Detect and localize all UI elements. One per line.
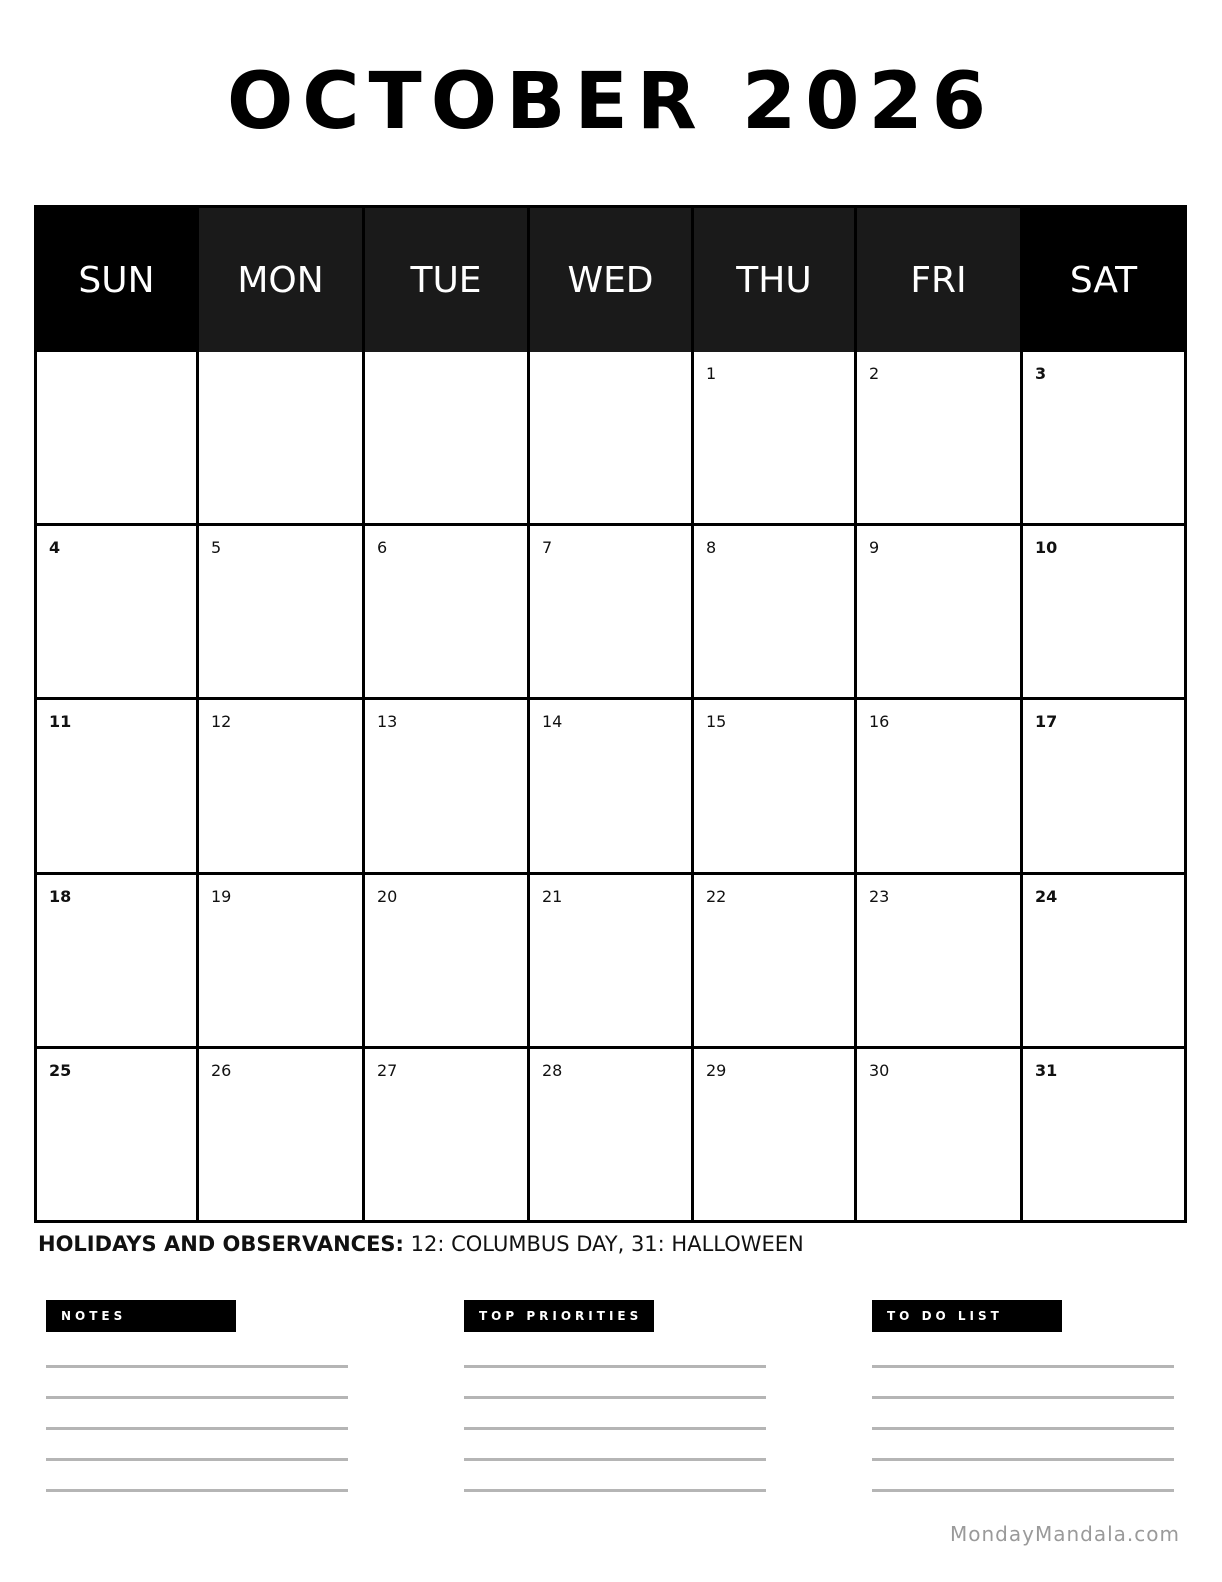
day-number: 1: [706, 364, 717, 383]
weekday-header-row: [37, 208, 1184, 352]
weekday-header-tue: TUE: [365, 208, 530, 352]
day-number: 24: [1035, 886, 1058, 906]
day-number: 28: [542, 1060, 563, 1080]
writing-line[interactable]: [46, 1489, 348, 1492]
day-cell[interactable]: [199, 700, 365, 871]
day-cell[interactable]: [199, 526, 365, 697]
writing-line[interactable]: [46, 1427, 348, 1430]
day-number: 12: [211, 712, 232, 732]
day-cell[interactable]: [530, 1049, 694, 1220]
day-cell[interactable]: [857, 352, 1023, 523]
week-row: [37, 697, 1184, 871]
day-cell[interactable]: [37, 700, 199, 871]
notes-heading: NOTES: [46, 1300, 236, 1332]
day-number: 16: [869, 712, 890, 732]
day-number: 29: [706, 1060, 727, 1080]
weekday-header-sat: SAT: [1023, 208, 1184, 352]
day-cell[interactable]: [37, 1049, 199, 1220]
day-cell[interactable]: [1023, 1049, 1184, 1220]
site-watermark: MondayMandala.com: [950, 1522, 1180, 1546]
day-cell[interactable]: [199, 1049, 365, 1220]
day-cell[interactable]: [199, 352, 365, 523]
week-row: [37, 352, 1184, 523]
day-cell[interactable]: [1023, 352, 1184, 523]
weekday-header-fri: FRI: [857, 208, 1023, 352]
day-cell[interactable]: [694, 1049, 857, 1220]
writing-line[interactable]: [46, 1396, 348, 1399]
writing-line[interactable]: [46, 1458, 348, 1461]
week-row: [37, 523, 1184, 697]
writing-line[interactable]: [464, 1489, 766, 1492]
calendar-grid: [34, 205, 1187, 1223]
day-cell[interactable]: [365, 526, 530, 697]
day-number: 5: [211, 538, 222, 558]
day-number: 25: [49, 1060, 72, 1080]
to-do-list-section: [872, 1300, 1174, 1520]
day-cell[interactable]: [365, 875, 530, 1046]
day-number: 20: [377, 886, 398, 906]
day-cell[interactable]: [365, 700, 530, 871]
notes-section: [46, 1300, 348, 1520]
day-number: 2: [869, 364, 880, 383]
day-number: 7: [542, 538, 553, 558]
day-cell[interactable]: [1023, 700, 1184, 871]
day-number: 17: [1035, 712, 1058, 732]
weekday-header-thu: THU: [694, 208, 857, 352]
day-cell[interactable]: [37, 352, 199, 523]
day-number: 18: [49, 886, 72, 906]
day-cell[interactable]: [1023, 526, 1184, 697]
to-do-list-heading: TO DO LIST: [872, 1300, 1062, 1332]
day-cell[interactable]: [694, 526, 857, 697]
day-cell[interactable]: [365, 352, 530, 523]
day-cell[interactable]: [857, 526, 1023, 697]
day-number: 13: [377, 712, 398, 732]
day-cell[interactable]: [694, 875, 857, 1046]
day-number: 15: [706, 712, 727, 732]
top-priorities-section: [464, 1300, 766, 1520]
weekday-header-wed: WED: [530, 208, 694, 352]
day-cell[interactable]: [857, 700, 1023, 871]
holidays-label: HOLIDAYS AND OBSERVANCES:: [38, 1232, 404, 1256]
to-do-list-lines: [872, 1365, 1174, 1492]
day-cell[interactable]: [365, 1049, 530, 1220]
day-number: 4: [49, 538, 61, 558]
day-cell[interactable]: [37, 526, 199, 697]
day-number: 6: [377, 538, 388, 558]
day-number: 22: [706, 886, 727, 906]
day-cell[interactable]: [530, 526, 694, 697]
day-cell[interactable]: [530, 875, 694, 1046]
writing-line[interactable]: [872, 1396, 1174, 1399]
writing-line[interactable]: [464, 1458, 766, 1461]
writing-line[interactable]: [464, 1396, 766, 1399]
holidays-text: 12: COLUMBUS DAY, 31: HALLOWEEN: [410, 1232, 804, 1256]
writing-line[interactable]: [46, 1365, 348, 1368]
day-number: 9: [869, 538, 880, 558]
day-number: 26: [211, 1060, 232, 1080]
weekday-header-sun: SUN: [37, 208, 199, 352]
writing-line[interactable]: [464, 1365, 766, 1368]
day-cell[interactable]: [199, 875, 365, 1046]
day-cell[interactable]: [857, 875, 1023, 1046]
day-number: 3: [1035, 364, 1047, 383]
day-cell[interactable]: [694, 700, 857, 871]
day-number: 30: [869, 1060, 890, 1080]
week-row: [37, 1046, 1184, 1220]
day-number: 23: [869, 886, 890, 906]
writing-line[interactable]: [872, 1489, 1174, 1492]
day-number: 10: [1035, 538, 1058, 558]
notes-lines: [46, 1365, 348, 1492]
day-cell[interactable]: [694, 352, 857, 523]
day-cell[interactable]: [37, 875, 199, 1046]
writing-line[interactable]: [872, 1365, 1174, 1368]
writing-line[interactable]: [872, 1458, 1174, 1461]
holidays-line: [38, 1232, 804, 1256]
day-number: 11: [49, 712, 72, 732]
writing-line[interactable]: [872, 1427, 1174, 1430]
calendar-title: OCTOBER 2026: [226, 57, 996, 147]
top-priorities-lines: [464, 1365, 766, 1492]
day-number: 21: [542, 886, 563, 906]
day-number: 27: [377, 1060, 398, 1080]
day-number: 19: [211, 886, 232, 906]
day-number: 8: [706, 538, 717, 558]
day-cell[interactable]: [530, 700, 694, 871]
writing-line[interactable]: [464, 1427, 766, 1430]
day-cell[interactable]: [857, 1049, 1023, 1220]
day-number: 31: [1035, 1060, 1058, 1080]
day-cell[interactable]: [530, 352, 694, 523]
top-priorities-heading: TOP PRIORITIES: [464, 1300, 654, 1332]
week-row: [37, 872, 1184, 1046]
day-cell[interactable]: [1023, 875, 1184, 1046]
day-grid: [37, 352, 1184, 1220]
day-number: 14: [542, 712, 563, 732]
weekday-header-mon: MON: [199, 208, 365, 352]
